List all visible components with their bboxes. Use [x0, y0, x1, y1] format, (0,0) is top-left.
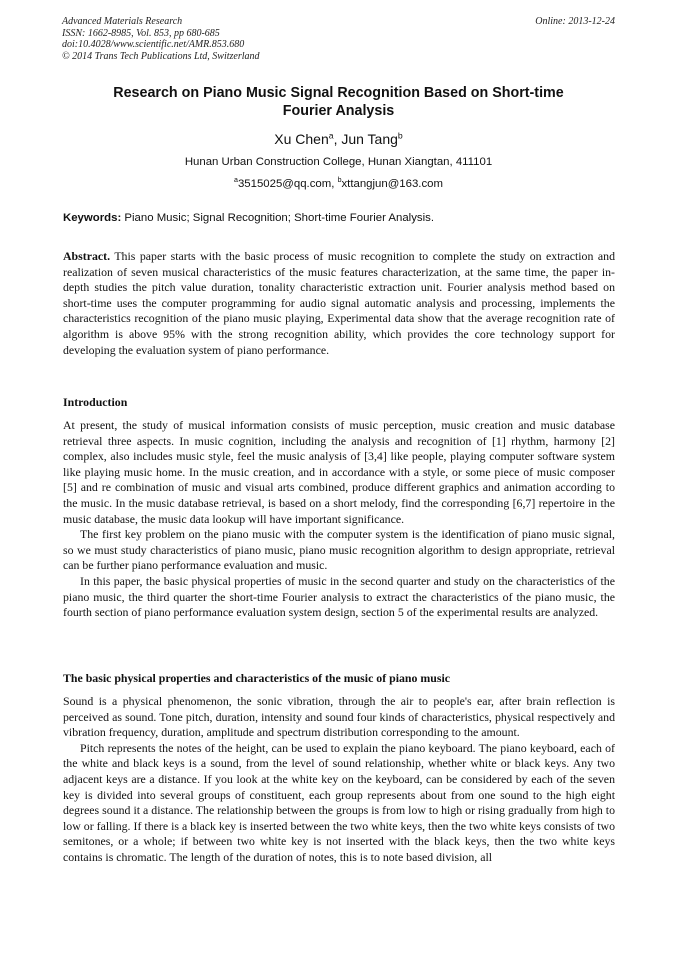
- online-date: Online: 2013-12-24: [535, 16, 615, 27]
- author-affil-mark: b: [397, 130, 403, 141]
- journal-header: [62, 16, 260, 62]
- author-name: Jun Tang: [341, 131, 398, 147]
- title-line-1: Research on Piano Music Signal Recognition Based on Short-time: [113, 85, 564, 101]
- abstract-label: Abstract.: [63, 249, 111, 263]
- paragraph: The first key problem on the piano music with the computer system is the identification of piano music signal, so we must study characteristics of piano music, piano music recognition algorithm to design appropriate, retrieval can be further piano performance evaluation and music.: [63, 527, 615, 573]
- paragraph: Pitch represents the notes of the height, can be used to explain the piano keyboard. The piano keyboard, each of the white and black keys is a sound, from the level of sound relationship, whether white or black keys. Any two adjacent keys are a distance. If you look at the white key on the keyboard, can be considered by each of the seven key is divided into several groups of constituent, each group represents about from one sound to the high eight degrees sound it a distance. The relationship between the groups is from low to high or rising gradually from high to low or falling. If there is a black key is inserted between the two white keys, then the two white keys consists of two semitones, or a whole; if between two white key is not inserted with the black keys, then the two white keys contains is chromatic. The length of the duration of notes, this is to note based division, all: [63, 740, 615, 864]
- title-line-2: Fourier Analysis: [282, 103, 395, 119]
- author-list: [62, 130, 615, 148]
- doi-line: doi:10.4028/www.scientific.net/AMR.853.680: [62, 39, 245, 51]
- abstract-text: This paper starts with the basic process of music recognition to complete the study on extraction and realization of seven musical characteristics of the music features characterization, at the same time, the paper in-depth studies the pitch value duration, tonality characteristic extraction unit. Fourier analysis method based on short-time uses the computer programming for audio signal automatic analysis and processing, implements the characteristics recognition of the piano music playing, Experimental data show that the average recognition rate of algorithm is above 95% with the strong recognition ability, which provides the core technology support for developing the evaluation system of piano performance.: [63, 249, 615, 357]
- author-emails: [62, 177, 615, 191]
- author-separator: ,: [333, 131, 342, 147]
- section-heading-basic-properties: The basic physical properties and characteristics of the music of piano music: [63, 671, 450, 685]
- journal-name: Advanced Materials Research: [62, 16, 183, 27]
- author-name: Xu Chen: [274, 131, 329, 147]
- keywords-label: Keywords:: [63, 212, 122, 224]
- keywords-text: Piano Music; Signal Recognition; Short-time Fourier Analysis.: [121, 212, 434, 224]
- section-heading-introduction: Introduction: [63, 395, 128, 409]
- paragraph: At present, the study of musical information consists of music perception, music creation and music database retrieval three aspects. In music cognition, including the analysis and recognition of [1] rhythm, harmony [2] complex, also includes music style, feel the music analysis of [3,4] like people, playing computer software system like playing music home. In the music creation, and in accordance with a style, or some piece of music composer [5] and re combination of music and visual arts combined, produce different graphics and animation according to the music. In the music database retrieval, is based on a short melody, find the corresponding [6,7] repertoire in the music database, the music data lookup will have important significance.: [63, 418, 615, 526]
- paragraph: Sound is a physical phenomenon, the sonic vibration, through the air to people's ear, after brain reflection is perceived as sound. Tone pitch, duration, intensity and sound four kinds of characteristics, physical respectively and vibration frequency, duration, amplitude and spectrum distribution corresponding to the amount.: [63, 694, 615, 740]
- copyright-line: © 2014 Trans Tech Publications Ltd, Switzerland: [62, 50, 260, 62]
- email-link: xttangjun@163.com: [341, 178, 443, 190]
- email-mark: a: [234, 177, 238, 185]
- paper-title: [62, 84, 615, 120]
- keywords: [63, 211, 616, 225]
- email-separator: ,: [331, 178, 338, 190]
- basic-properties-body: [63, 694, 615, 866]
- email-link: 3515025@qq.com: [237, 178, 332, 190]
- email-mark: b: [337, 177, 342, 185]
- abstract: [63, 249, 615, 358]
- author-affil-mark: a: [328, 130, 334, 141]
- abstract-paragraph: [63, 249, 615, 358]
- paragraph: In this paper, the basic physical properties of music in the second quarter and study on the characteristics of the piano music, the third quarter the short-time Fourier analysis to extract the characteristics of the piano music, the fourth section of piano performance evaluation system design, section 5 of the experimental results are analyzed.: [63, 573, 615, 620]
- issn-line: ISSN: 1662-8985, Vol. 853, pp 680-685: [62, 27, 220, 39]
- affiliation: Hunan Urban Construction College, Hunan Xiangtan, 411101: [184, 156, 493, 168]
- introduction-body: [63, 418, 615, 621]
